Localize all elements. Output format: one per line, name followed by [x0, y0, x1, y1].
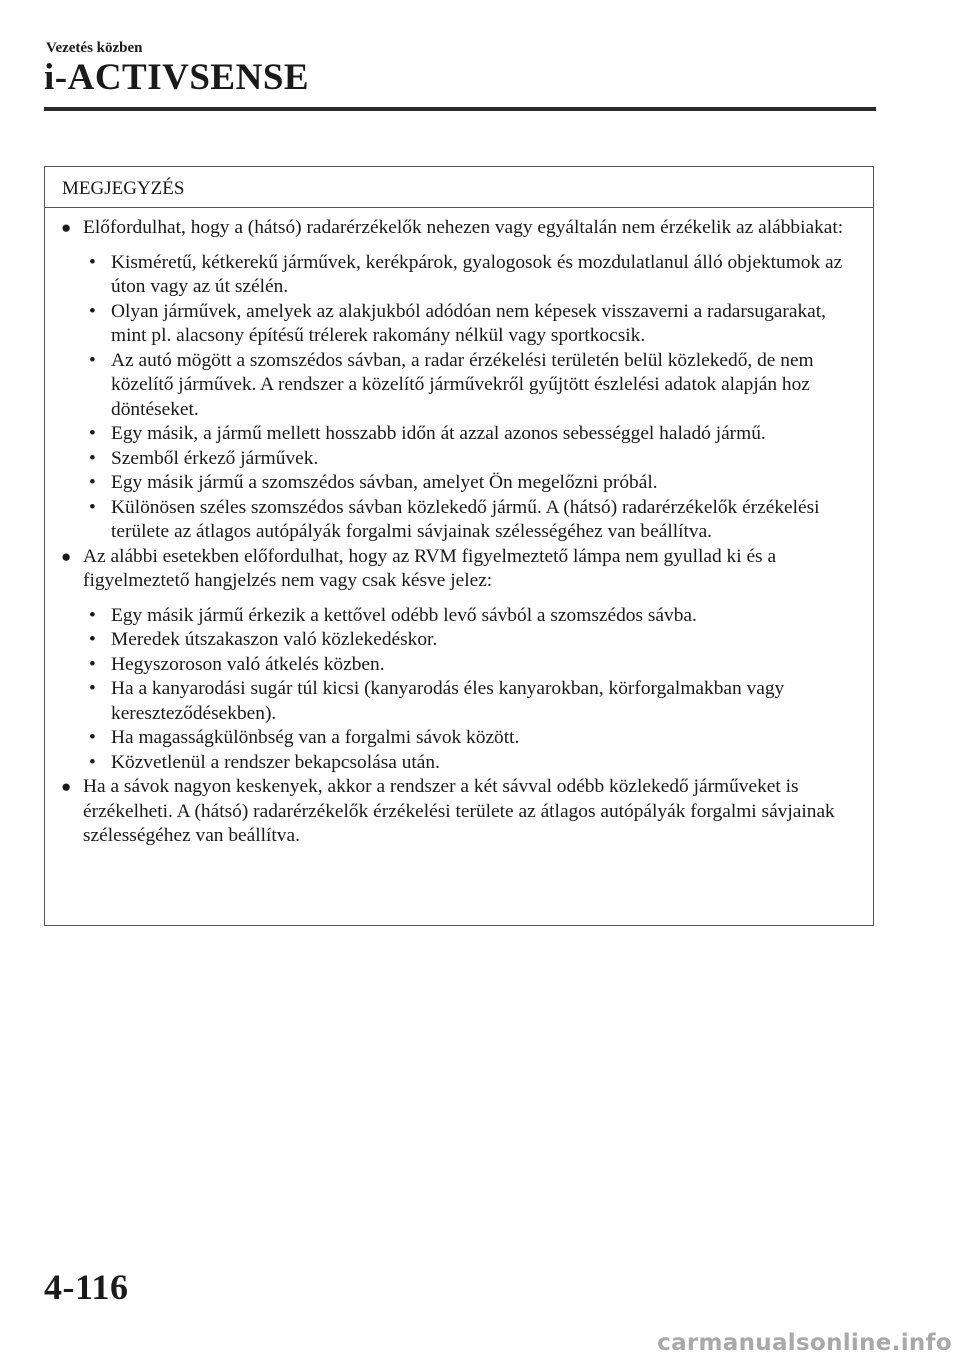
sub-bullet-icon: • [89, 727, 96, 748]
sub-item-text: Ha a kanyarodási sugár túl kicsi (kanyarodás éles kanyarokban, körforgalmakban vagy kereszteződésekben). [111, 678, 785, 724]
sub-item [59, 604, 859, 629]
sub-item [59, 300, 859, 349]
bullet-icon: ● [61, 546, 72, 566]
sub-item [59, 471, 859, 496]
sub-item [59, 628, 859, 653]
note-item [59, 216, 859, 241]
sub-item-text: Közvetlenül a rendszer bekapcsolása után. [111, 751, 440, 773]
sub-item [59, 422, 859, 447]
sub-item-text: Egy másik jármű érkezik a kettővel odébb levő sávból a szomszédos sávba. [111, 604, 697, 626]
sub-item [59, 726, 859, 751]
note-body [45, 208, 873, 849]
sub-bullet-icon: • [89, 604, 96, 626]
section-label: Vezetés közben [46, 40, 143, 56]
note-box [44, 166, 874, 926]
bullet-icon: ● [61, 777, 72, 796]
sub-item [59, 349, 859, 423]
sub-item-text: Hegyszoroson való átkelés közben. [111, 653, 385, 675]
note-title: MEGJEGYZÉS [45, 167, 873, 208]
sub-bullet-icon: • [89, 678, 96, 699]
sub-item-text: Meredek útszakaszon való közlekedéskor. [111, 629, 438, 650]
sub-item-text: Szemből érkező járművek. [111, 447, 319, 469]
sub-bullet-icon: • [89, 423, 96, 444]
sub-list [59, 604, 859, 776]
sub-item-text: Egy másik, a jármű mellett hosszabb időn át azzal azonos sebességgel haladó jármű. [111, 423, 766, 444]
note-item [59, 545, 859, 594]
watermark: carmanualsonline.info [657, 1330, 952, 1356]
sub-item-text: Olyan járművek, amelyek az alakjukból adódóan nem képesek visszaverni a radarsugarakat, mint pl. alacsony építésű trélerek rakomány nélkül vagy sportkocsik. [111, 300, 827, 346]
sub-item [59, 447, 859, 472]
sub-bullet-icon: • [89, 496, 96, 518]
note-item-text: Az alábbi esetekben előfordulhat, hogy az RVM figyelmeztető lámpa nem gyullad ki és a figyelmeztető hangjelzés nem vagy csak késve jelez: [83, 545, 777, 591]
sub-bullet-icon: • [89, 251, 96, 273]
sub-item [59, 251, 859, 300]
bullet-icon: ● [61, 218, 72, 237]
sub-item-text: Különösen széles szomszédos sávban közlekedő jármű. A (hátsó) radarérzékelők érzékelési területe az átlagos autópályák forgalmi sávjainak szélességéhez van beállítva. [111, 496, 820, 542]
sub-bullet-icon: • [89, 447, 96, 469]
sub-bullet-icon: • [89, 472, 96, 493]
sub-item [59, 751, 859, 776]
sub-bullet-icon: • [89, 653, 96, 675]
sub-bullet-icon: • [89, 349, 96, 371]
sub-bullet-icon: • [89, 629, 96, 650]
sub-item-text: Kisméretű, kétkerekű járművek, kerékpárok, gyalogosok és mozdulatlanul álló objektumok az úton vagy az út szélén. [111, 251, 843, 297]
sub-bullet-icon: • [89, 751, 96, 773]
heading-rule [44, 107, 876, 111]
sub-item-text: Ha magasságkülönbség van a forgalmi sávok között. [111, 727, 520, 748]
sub-bullet-icon: • [89, 300, 96, 322]
page-number: 4-116 [44, 1267, 129, 1307]
sub-item [59, 653, 859, 678]
note-item-text: Előfordulhat, hogy a (hátsó) radarérzékelők nehezen vagy egyáltalán nem érzékelik az alábbiakat: [83, 217, 844, 238]
sub-item [59, 496, 859, 545]
page-title: i-ACTIVSENSE [44, 57, 310, 98]
note-item [59, 775, 859, 849]
note-item-text: Ha a sávok nagyon keskenyek, akkor a rendszer a két sávval odébb közlekedő járműveket is érzékelheti. A (hátsó) radarérzékelők érzékelési területe az átlagos autópályák forgalmi sávjainak szélességéhez van beállítva. [83, 776, 835, 846]
sub-item [59, 677, 859, 726]
sub-item-text: Az autó mögött a szomszédos sávban, a radar érzékelési területén belül közlekedő, de nem közelítő járművek. A rendszer a közelítő járművekről gyűjtött észlelési adatok alapján hoz döntéseket. [111, 349, 814, 420]
sub-item-text: Egy másik jármű a szomszédos sávban, amelyet Ön megelőzni próbál. [111, 472, 658, 493]
sub-list [59, 251, 859, 545]
